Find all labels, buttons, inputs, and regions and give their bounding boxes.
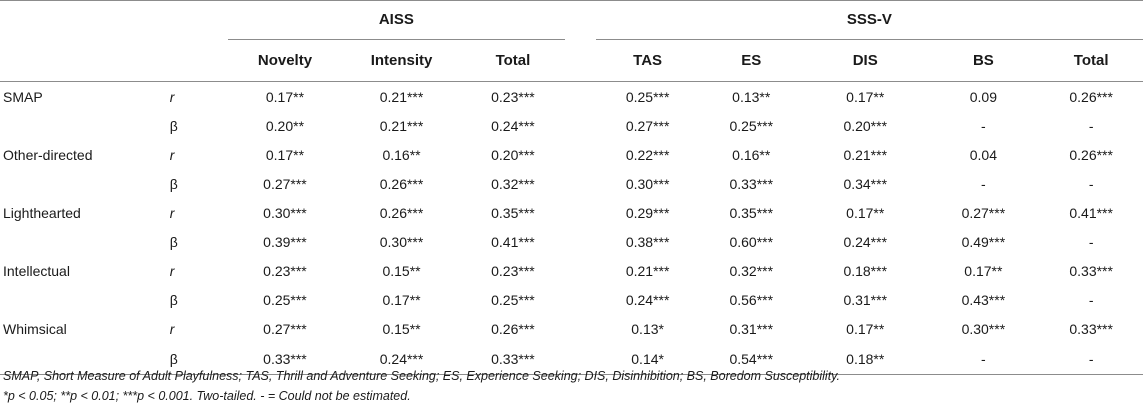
table-row (0, 227, 1143, 256)
table-cell: 0.35*** (491, 204, 535, 221)
stat-label-beta (166, 285, 228, 314)
table-cell: 0.26*** (379, 175, 424, 192)
column-header: Total (1039, 40, 1143, 82)
table-cell: 0.22*** (625, 146, 670, 163)
column-header: TAS (596, 40, 700, 82)
row-label: SMAP (3, 88, 43, 105)
row-label-empty (0, 285, 166, 314)
table-row (0, 140, 1143, 169)
stat-symbol: β (169, 117, 178, 134)
table-cell: 0.41*** (1069, 204, 1113, 221)
table-cell: 0.30*** (961, 320, 1006, 337)
table-cell: 0.56*** (729, 291, 774, 308)
table-cell: 0.27*** (263, 175, 307, 192)
row-label-empty (0, 227, 166, 256)
stat-symbol: r (169, 88, 175, 105)
table-cell: 0.17** (846, 320, 885, 337)
table-cell: 0.26*** (379, 204, 424, 221)
table-cell: 0.26*** (491, 320, 535, 337)
column-header: DIS (803, 40, 927, 82)
table-cell: 0.43*** (961, 291, 1006, 308)
spacer-cell (565, 285, 596, 314)
stat-symbol: β (169, 175, 178, 192)
table-cell: 0.18*** (843, 262, 888, 279)
spacer-cell (565, 256, 596, 285)
table-cell: 0.33*** (1069, 262, 1113, 279)
row-label-empty (0, 169, 166, 198)
row-label: Intellectual (3, 262, 70, 279)
group-header-sss: SSS-V (596, 0, 1143, 40)
table-cell: - (1088, 291, 1094, 308)
table-cell: 0.32*** (729, 262, 774, 279)
table-cell: 0.13** (732, 88, 771, 105)
table-cell: 0.17** (265, 146, 305, 163)
table-cell: - (1088, 175, 1094, 192)
spacer-cell (565, 314, 596, 343)
table-cell: - (1088, 117, 1094, 134)
table-cell: 0.16** (732, 146, 771, 163)
row-label: Other-directed (3, 146, 93, 163)
table-cell: 0.60*** (729, 233, 774, 250)
table-cell: 0.26*** (1069, 88, 1113, 105)
column-header: Total (461, 40, 565, 82)
stat-label-beta (166, 169, 228, 198)
stat-label-r (166, 82, 228, 112)
stat-label-r (166, 198, 228, 227)
table-cell: 0.17** (964, 262, 1003, 279)
spacer-cell (565, 169, 596, 198)
stat-symbol: β (169, 350, 178, 367)
stat-symbol: r (169, 320, 175, 337)
stat-label-beta (166, 111, 228, 140)
table-cell: 0.33*** (729, 175, 774, 192)
table-cell: 0.20** (265, 117, 305, 134)
table-row (0, 314, 1143, 343)
table-cell: 0.18** (803, 343, 927, 375)
table-cell: 0.15** (382, 320, 421, 337)
row-label: Lighthearted (3, 204, 81, 221)
stat-label-beta (166, 227, 228, 256)
spacer-cell (565, 198, 596, 227)
table-cell: - (981, 175, 986, 192)
stat-symbol: r (169, 262, 175, 279)
table-cell: 0.23*** (491, 262, 535, 279)
table-cell: 0.41*** (491, 233, 535, 250)
table-footnotes (3, 366, 840, 406)
stat-label-r (166, 140, 228, 169)
table-row (0, 285, 1143, 314)
table-cell: 0.49*** (961, 233, 1006, 250)
table-cell: 0.25*** (625, 88, 670, 105)
footnote-significance: *p < 0.05; **p < 0.01; ***p < 0.001. Two-tailed. - = Could not be estimated. (3, 389, 411, 403)
table-cell: 0.31*** (843, 291, 888, 308)
table-cell: 0.09 (969, 88, 997, 105)
table-row (0, 169, 1143, 198)
table-cell: 0.13* (631, 320, 664, 337)
table-cell: 0.26*** (1069, 146, 1113, 163)
table-cell: 0.21*** (625, 262, 670, 279)
table-cell: 0.25*** (729, 117, 774, 134)
table-cell: - (1088, 233, 1094, 250)
group-header-row (0, 0, 1143, 40)
table-cell: - (1039, 343, 1143, 375)
table-cell: 0.17** (846, 204, 885, 221)
table-cell: 0.30*** (379, 233, 424, 250)
table-cell: 0.17** (846, 88, 885, 105)
spacer-cell (565, 111, 596, 140)
table-cell: 0.23*** (263, 262, 307, 279)
column-header: Intensity (342, 40, 461, 82)
stat-symbol: r (169, 204, 175, 221)
stat-label-r (166, 256, 228, 285)
stat-symbol: β (169, 291, 178, 308)
column-header: BS (927, 40, 1039, 82)
column-header-row (0, 40, 1143, 82)
table-cell: - (981, 117, 986, 134)
table-cell: 0.17** (265, 88, 305, 105)
table-cell: 0.23*** (491, 88, 535, 105)
table-cell: 0.17** (382, 291, 421, 308)
spacer-cell (565, 140, 596, 169)
table-cell: 0.14* (596, 343, 700, 375)
table-cell: 0.35*** (729, 204, 774, 221)
table-cell: 0.38*** (625, 233, 670, 250)
stat-label-r (166, 314, 228, 343)
table-cell: 0.27*** (263, 320, 307, 337)
table-row (0, 198, 1143, 227)
table-cell: 0.27*** (625, 117, 670, 134)
table-row (0, 256, 1143, 285)
table-cell: 0.34*** (843, 175, 888, 192)
table-cell: 0.16** (382, 146, 421, 163)
table-cell: 0.04 (969, 146, 997, 163)
table-cell: 0.21*** (843, 146, 888, 163)
table-cell: 0.33*** (461, 343, 565, 375)
table-cell: - (927, 343, 1039, 375)
table-cell: 0.20*** (843, 117, 888, 134)
table-cell: 0.33*** (228, 343, 342, 375)
table-cell: 0.21*** (379, 117, 424, 134)
table-cell: 0.24*** (342, 343, 461, 375)
table-cell: 0.27*** (961, 204, 1006, 221)
table-row (0, 82, 1143, 112)
table-cell: 0.32*** (491, 175, 535, 192)
spacer-cell (565, 227, 596, 256)
table-cell: 0.24*** (843, 233, 888, 250)
table-cell: 0.15** (382, 262, 421, 279)
spacer-cell (565, 82, 596, 112)
stat-symbol: r (169, 146, 175, 163)
group-header-aiss: AISS (228, 0, 565, 40)
table-cell: 0.24*** (491, 117, 535, 134)
table-cell: 0.29*** (625, 204, 670, 221)
row-label: Whimsical (3, 320, 67, 337)
table-row (0, 111, 1143, 140)
table-cell: 0.21*** (379, 88, 424, 105)
stat-symbol: β (169, 233, 178, 250)
table-cell: 0.20*** (491, 146, 535, 163)
column-header: Novelty (228, 40, 342, 82)
column-header: ES (699, 40, 803, 82)
table-cell: 0.33*** (1069, 320, 1113, 337)
footnote-abbreviations: SMAP, Short Measure of Adult Playfulness; TAS, Thrill and Adventure Seeking; ES, Experience Seeking; DIS, Disinhibition; BS, Boredom Susceptibility. (3, 369, 840, 383)
table-cell: 0.31*** (729, 320, 774, 337)
table-cell: 0.54*** (699, 343, 803, 375)
table-cell: 0.30*** (625, 175, 670, 192)
table-cell: 0.25*** (491, 291, 535, 308)
table-body (0, 82, 1143, 375)
table-cell: 0.39*** (263, 233, 307, 250)
table-cell: 0.25*** (263, 291, 307, 308)
table-cell: 0.24*** (625, 291, 670, 308)
row-label-empty (0, 111, 166, 140)
table-cell: 0.30*** (263, 204, 307, 221)
